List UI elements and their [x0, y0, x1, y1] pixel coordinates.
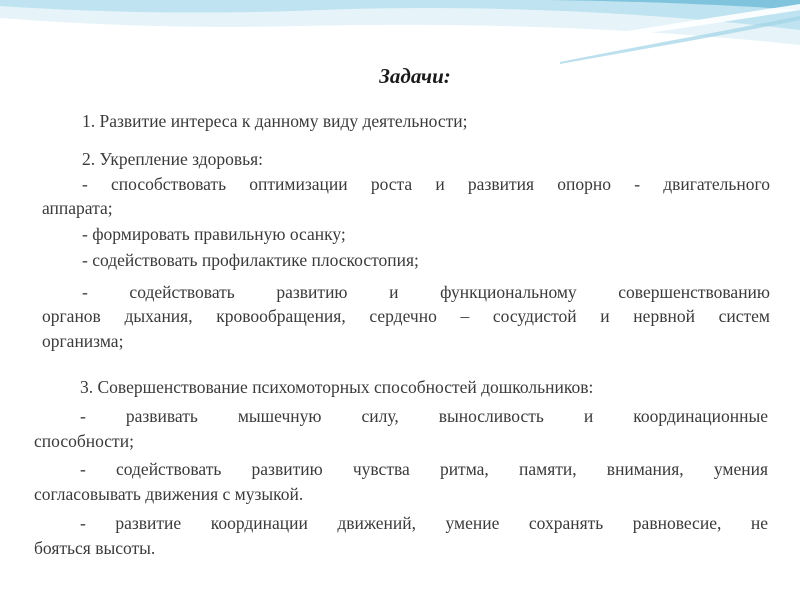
task-2-item-1-line-1: - способствовать оптимизации роста и развития опорно - двигательного	[82, 174, 770, 194]
task-2-item-1-line-2: аппарата;	[42, 198, 113, 218]
task-2-heading: 2. Укрепление здоровья:	[82, 149, 264, 169]
task-2-item-3: - содействовать профилактике плоскостопия;	[82, 250, 419, 270]
task-2-item-4-line-2: органов дыхания, кровообращения, сердечно – сосудистой и нервной систем	[42, 306, 770, 326]
task-3-item-3-line-2: бояться высоты.	[34, 538, 156, 558]
task-3-item-2-line-1: - содействовать развитию чувства ритма, памяти, внимания, умения	[80, 459, 768, 479]
task-3-item-3-line-1: - развитие координации движений, умение сохранять равновесие, не	[80, 513, 768, 533]
task-2-item-4-line-1: - содействовать развитию и функциональному совершенствованию	[82, 282, 770, 302]
task-3-item-1-line-2: способности;	[34, 431, 134, 451]
task-2-item-4-line-3: организма;	[42, 331, 124, 351]
task-3-item-1-line-1: - развивать мышечную силу, выносливость и координационные	[80, 406, 768, 426]
slide-title: Задачи:	[379, 64, 451, 88]
task-2-item-2: - формировать правильную осанку;	[82, 224, 346, 244]
task-1: 1. Развитие интереса к данному виду деятельности;	[82, 111, 468, 131]
task-3-item-2-line-2: согласовывать движения с музыкой.	[34, 484, 304, 504]
task-3-heading: 3. Совершенствование психомоторных способностей дошкольников:	[80, 377, 594, 397]
